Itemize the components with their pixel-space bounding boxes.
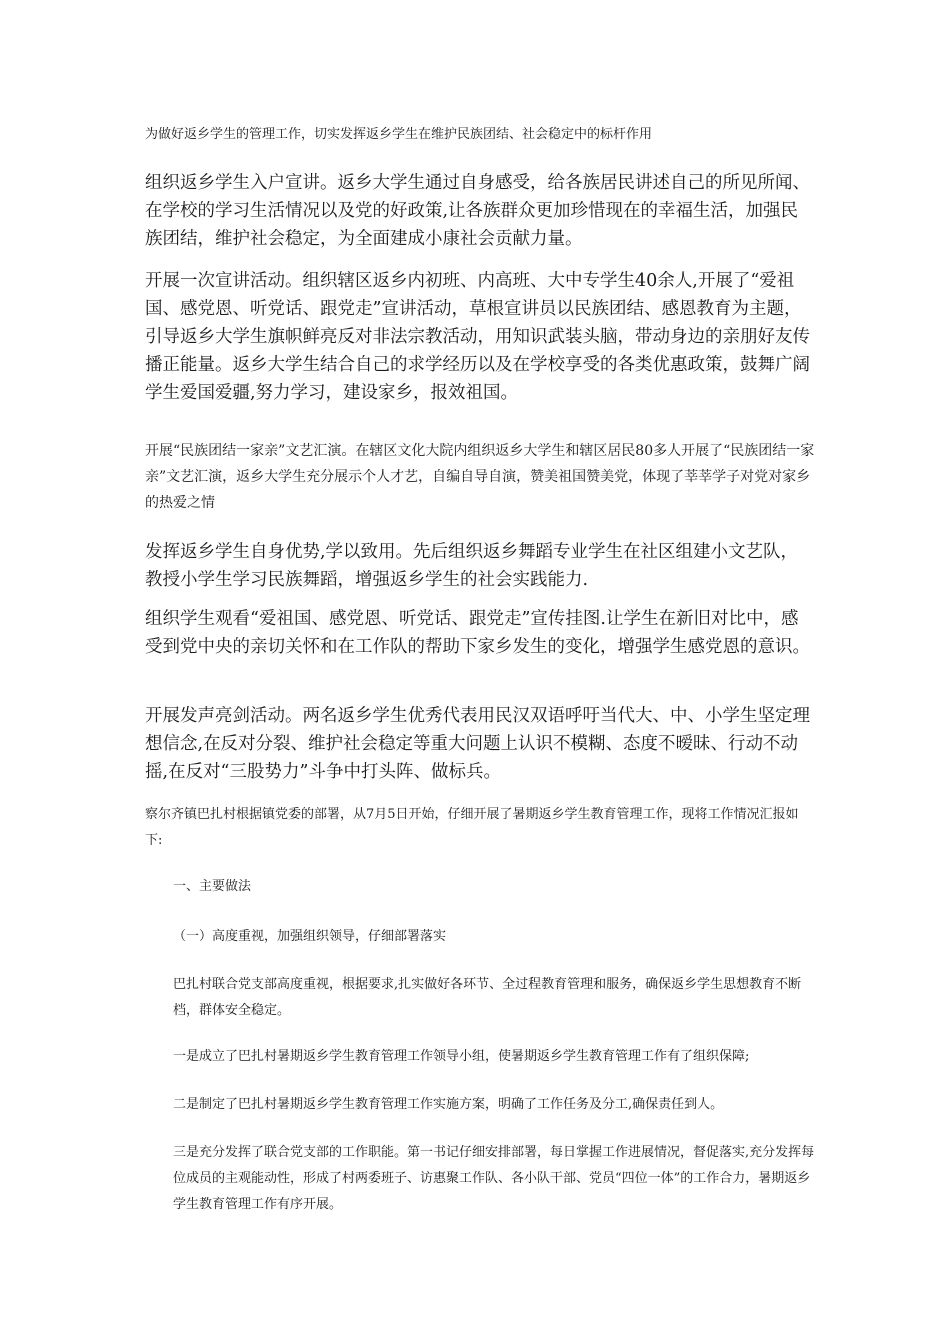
paragraph-second-point: 二是制定了巴扎村暑期返乡学生教育管理工作实施方案，明确了工作任务及分工,确保责任到人。 [173, 1097, 724, 1112]
paragraph-poster-viewing: 组织学生观看“爱祖国、感党恩、听党话、跟党走”宣传挂图.让学生在新旧对比中，感受到党中央的亲切关怀和在工作队的帮助下家乡发生的变化，增强学生感党恩的意识。 [145, 609, 810, 657]
paragraph-student-strengths: 发挥返乡学生自身优势,学以致用。先后组织返乡舞蹈专业学生在社区组建小文艺队，教授小学生学习民族舞蹈，增强返乡学生的社会实践能力. [145, 542, 799, 590]
paragraph-village-summary: 察尔齐镇巴扎村根据镇党委的部署，从7月5日开始，仔细开展了暑期返乡学生教育管理工作，现将工作情况汇报如下: [145, 807, 799, 848]
paragraph-art-performance: 开展“民族团结一家亲”文艺汇演。在辖区文化大院内组织返乡大学生和辖区居民80多人开展了“民族团结一家亲”文艺汇演，返乡大学生充分展示个人才艺，自编自导自演，赞美祖国赞美党，体现了莘莘学子对党对家乡的热爱之情 [145, 443, 815, 511]
subheading-leadership: （一）高度重视，加强组织领导，仔细部署落实 [173, 929, 447, 944]
paragraph-party-branch: 巴扎村联合党支部高度重视，根据要求,扎实做好各环节、全过程教育管理和服务，确保返乡学生思想教育不断档，群体安全稳定。 [173, 977, 802, 1018]
paragraph-first-point: 一是成立了巴扎村暑期返乡学生教育管理工作领导小组，使暑期返乡学生教育管理工作有了组织保障; [173, 1049, 750, 1064]
paragraph-door-to-door-talk: 组织返乡学生入户宣讲。返乡大学生通过自身感受，给各族居民讲述自己的所见所闻、在学校的学习生活情况以及党的好政策,让各族群众更加珍惜现在的幸福生活，加强民族团结，维护社会稳定，为全面建成小康社会贡献力量。 [145, 173, 810, 249]
paragraph-third-point: 三是充分发挥了联合党支部的工作职能。第一书记仔细安排部署，每日掌握工作进展情况，督促落实,充分发挥每位成员的主观能动性，形成了村两委班子、访惠聚工作队、各小队干部、党员“四位一体”的工作合力，暑期返乡学生教育管理工作有序开展。 [173, 1145, 815, 1212]
paragraph-voice-activity: 开展发声亮剑活动。两名返乡学生优秀代表用民汉双语呼吁当代大、中、小学生坚定理想信念,在反对分裂、维护社会稳定等重大问题上认识不模糊、态度不暧昧、行动不动摇,在反对“三股势力”斗争中打头阵、做标兵。 [145, 706, 810, 782]
heading-main-practices: 一、主要做法 [173, 879, 252, 894]
paragraph-lecture-activity: 开展一次宣讲活动。组织辖区返乡内初班、内高班、大中专学生40余人,开展了“爱祖国、感党恩、听党话、跟党走”宣讲活动，草根宣讲员以民族团结、感恩教育为主题，引导返乡大学生旗帜鲜亮反对非法宗教活动，用知识武装头脑，带动身边的亲朋好友传播正能量。返乡大学生结合自己的求学经历以及在学校享受的各类优惠政策，鼓舞广阔学生爱国爱疆,努力学习，建设家乡，报效祖国。 [145, 271, 810, 403]
intro-line: 为做好返乡学生的管理工作，切实发挥返乡学生在维护民族团结、社会稳定中的标杆作用 [145, 127, 653, 142]
